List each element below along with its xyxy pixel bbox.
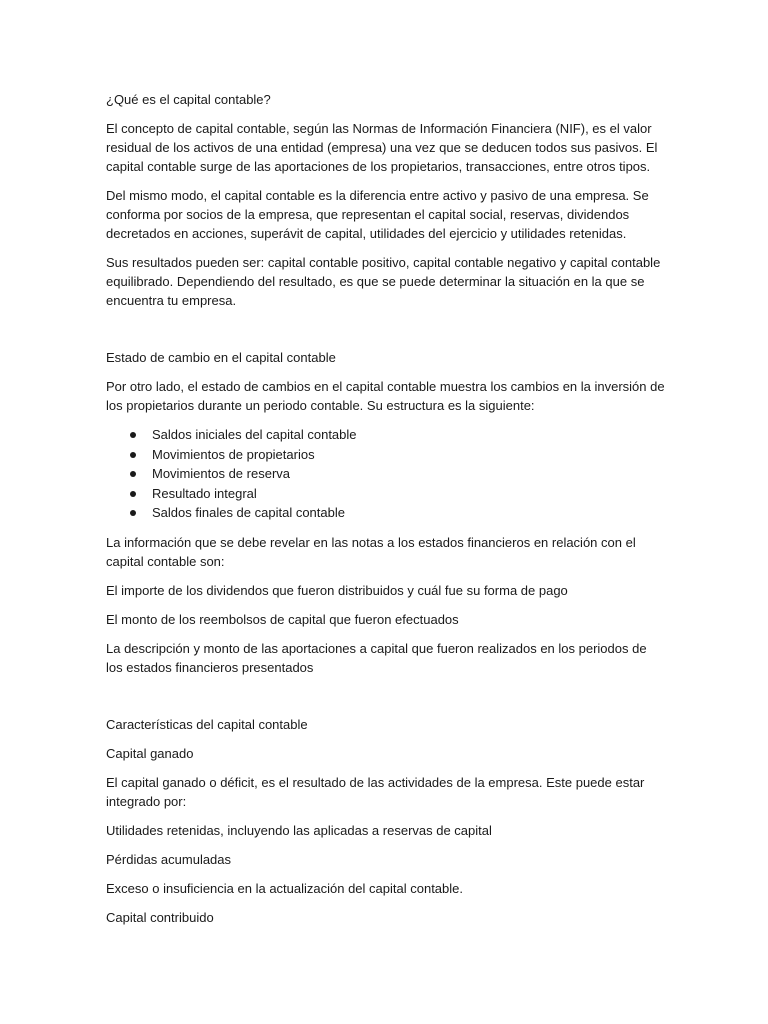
paragraph-resultados: Sus resultados pueden ser: capital contable positivo, capital contable negativo y capital contable equilibrado. Dependiendo del resultado, es que se puede determinar la situación en la que se encuentra tu empresa. — [106, 255, 661, 308]
bullet-icon — [130, 432, 136, 438]
list-item-text: Movimientos de reserva — [152, 466, 290, 481]
structure-bullet-list — [106, 425, 666, 523]
paragraph-capital-ganado: El capital ganado o déficit, es el resultado de las actividades de la empresa. Este puede estar integrado por: — [106, 774, 645, 809]
paragraph-utilidades-retenidas: Utilidades retenidas, incluyendo las aplicadas a reservas de capital — [106, 822, 492, 838]
list-item-text: Resultado integral — [152, 485, 257, 501]
list-item-text: Saldos iniciales del capital contable — [152, 427, 357, 442]
paragraph-aportaciones: La descripción y monto de las aportaciones a capital que fueron realizados en los periodos de los estados financieros presentados — [106, 640, 647, 675]
paragraph-estructura-intro: Por otro lado, el estado de cambios en el capital contable muestra los cambios en la inversión de los propietarios durante un periodo contable. Su estructura es la siguiente: — [106, 379, 665, 413]
bullet-icon — [130, 510, 136, 516]
list-item — [106, 484, 666, 504]
list-item — [106, 464, 666, 484]
paragraph-dividendos: El importe de los dividendos que fueron distribuidos y cuál fue su forma de pago — [106, 582, 568, 598]
list-item — [106, 503, 666, 523]
subheading-capital-contribuido: Capital contribuido — [106, 909, 214, 925]
list-item-text: Movimientos de propietarios — [152, 446, 315, 462]
paragraph-concepto: El concepto de capital contable, según las Normas de Información Financiera (NIF), es el valor residual de los activos de una entidad (empresa) una vez que se deducen todos sus pasivos. El capital contable surge de las aportaciones de los propietarios, transacciones, entre otros tipos. — [106, 121, 658, 174]
paragraph-perdidas: Pérdidas acumuladas — [106, 851, 232, 867]
section-heading-caracteristicas: Características del capital contable — [106, 716, 308, 732]
section-heading-que-es: ¿Qué es el capital contable? — [106, 92, 271, 107]
paragraph-exceso-insuficiencia: Exceso o insuficiencia en la actualización del capital contable. — [106, 880, 463, 896]
paragraph-diferencia: Del mismo modo, el capital contable es la diferencia entre activo y pasivo de una empresa. Se conforma por socios de la empresa, que representan el capital social, reservas, dividendos decretados en acciones, superávit de capital, utilidades del ejercicio y utilidades retenidas. — [106, 188, 649, 241]
bullet-icon — [130, 491, 136, 497]
bullet-icon — [130, 452, 136, 458]
document-page — [106, 90, 666, 937]
list-item — [106, 425, 666, 445]
paragraph-reembolsos: El monto de los reembolsos de capital que fueron efectuados — [106, 611, 459, 627]
list-item-text: Saldos finales de capital contable — [152, 505, 345, 520]
section-spacer — [106, 687, 666, 715]
section-spacer — [106, 320, 666, 348]
list-item — [106, 445, 666, 465]
subheading-capital-ganado: Capital ganado — [106, 745, 194, 761]
bullet-icon — [130, 471, 136, 477]
section-heading-estado-de-cambio: Estado de cambio en el capital contable — [106, 350, 336, 365]
paragraph-informacion-notas: La información que se debe revelar en las notas a los estados financieros en relación con el capital contable son: — [106, 534, 636, 569]
